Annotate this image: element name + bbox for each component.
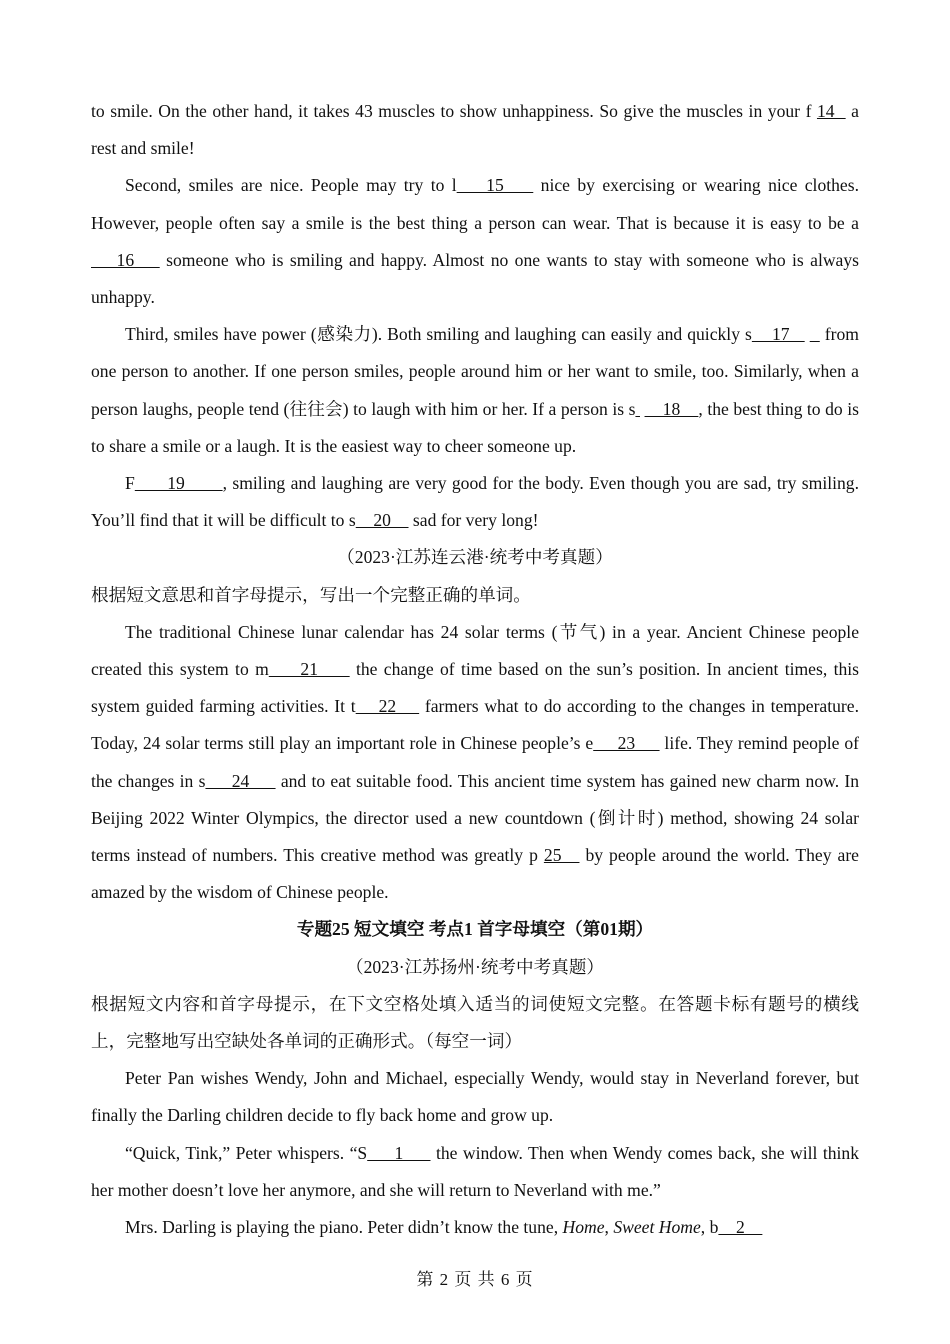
text-run: F — [125, 473, 135, 494]
text-run: farmers what to do according to the changes in temperature. Today, 24 solar terms still play an important role in Chinese people’s e — [91, 696, 859, 754]
paragraph — [91, 93, 859, 167]
paragraph — [91, 167, 859, 316]
paragraph — [91, 614, 859, 912]
text-run: life. They remind people of the changes in s — [91, 733, 859, 791]
text-run: 根据短文内容和首字母提示，在下文空格处填入适当的词使短文完整。在答题卡标有题号的横线上，完整地写出空缺处各单词的正确形式。（每空一词） — [91, 993, 859, 1052]
paragraph — [91, 465, 859, 539]
blank-answer-line: 14 — [816, 101, 846, 121]
text-run: Mrs. Darling is playing the piano. Peter didn’t know the tune, — [125, 1217, 563, 1238]
blank-answer-line: 16 — [91, 249, 160, 270]
blank-answer-line: 2 — [718, 1217, 763, 1238]
text-run: sad for very long! — [408, 510, 539, 531]
text-run: the change of time based on the sun’s position. In ancient times, this system guided farming activities. It t — [91, 659, 859, 717]
blank-answer-line — [810, 324, 820, 344]
page-footer: 第 2 页 共 6 页 — [416, 1270, 534, 1289]
text-run: （2023·江苏连云港·统考中考真题） — [337, 547, 613, 568]
text-run: 专题25 短文填空 考点1 首字母填空（第01期） — [296, 919, 654, 940]
text-run: “Quick, Tink,” Peter whispers. “S — [125, 1142, 368, 1163]
blank-answer-line: 23 — [593, 733, 660, 754]
text-run: 根据短文意思和首字母提示，写出一个完整正确的单词。 — [91, 584, 531, 605]
paragraph — [91, 986, 859, 1060]
blank-answer-line: 20 — [355, 510, 409, 531]
text-run: Peter Pan wishes Wendy, John and Michael, especially Wendy, would stay in Neverland forever, but finally the Darling children decide to fly back home and grow up. — [91, 1068, 859, 1126]
text-run: , smiling and laughing are very good for the body. Even though you are sad, try smiling. You’ll find that it will be difficult to s — [91, 473, 859, 531]
text-run: Third, smiles have power (感染力). Both smiling and laughing can easily and quickly s — [125, 324, 752, 345]
document-body — [91, 93, 859, 1246]
paragraph — [91, 1209, 859, 1246]
blank-answer-line: 18 — [644, 398, 699, 419]
text-run: someone who is smiling and happy. Almost no one wants to stay with someone who is always unhappy. — [91, 249, 859, 308]
blank-answer-line: 21 — [268, 659, 350, 680]
blank-answer-line: 24 — [205, 770, 276, 791]
blank-answer-line: 22 — [355, 696, 420, 717]
paragraph — [91, 539, 859, 576]
paragraph — [91, 577, 859, 614]
paragraph — [91, 1060, 859, 1134]
text-run: and to eat suitable food. This ancient time system has gained new charm now. In Beijing 2022 Winter Olympics, the director used a new countdown (倒计时) method, showing 24 solar terms instead of numbers. This creative method was greatly p — [91, 770, 860, 866]
text-run: by people around the world. They are amazed by the wisdom of Chinese people. — [91, 845, 859, 903]
text-run: The traditional Chinese lunar calendar has 24 solar terms (节气) in a year. Ancient Chinese people created this system to m — [91, 621, 859, 680]
text-run: nice by exercising or wearing nice clothes. However, people often say a smile is the best thing a person can wear. That is because it is easy to be a — [91, 175, 859, 233]
text-run: the window. Then when Wendy comes back, she will think her mother doesn’t love her anymore, and she will return to Neverland with me.” — [91, 1142, 859, 1200]
italic-text: Home — [562, 1217, 605, 1238]
text-run: , — [604, 1217, 614, 1238]
blank-answer-line: 19 — [134, 473, 223, 494]
blank-answer-line: 15 — [456, 175, 534, 196]
text-run: , b — [700, 1217, 719, 1238]
blank-answer-line: 1 — [367, 1142, 431, 1163]
text-run: Second, smiles are nice. People may try to l — [125, 175, 457, 196]
text-run: , the best thing to do is to share a smile or a laugh. It is the easiest way to cheer someone up. — [91, 398, 860, 456]
blank-answer-line: 17 — [751, 324, 805, 345]
text-run: from one person to another. If one person smiles, people around him or her want to smile, too. Similarly, when a person laughs, people tend (往往会) to laugh with him or her. If a person is s — [91, 324, 859, 419]
text-run: （2023·江苏扬州·统考中考真题） — [345, 956, 605, 977]
paragraph — [91, 911, 859, 948]
paragraph — [91, 1135, 859, 1209]
blank-answer-line: 25 — [543, 845, 580, 866]
text-run: to smile. On the other hand, it takes 43 muscles to show unhappiness. So give the muscles in your f — [91, 101, 817, 121]
italic-text: Sweet Home — [613, 1217, 701, 1238]
paragraph — [91, 316, 859, 465]
text-run: a rest and smile! — [91, 101, 859, 159]
paragraph — [91, 949, 859, 986]
